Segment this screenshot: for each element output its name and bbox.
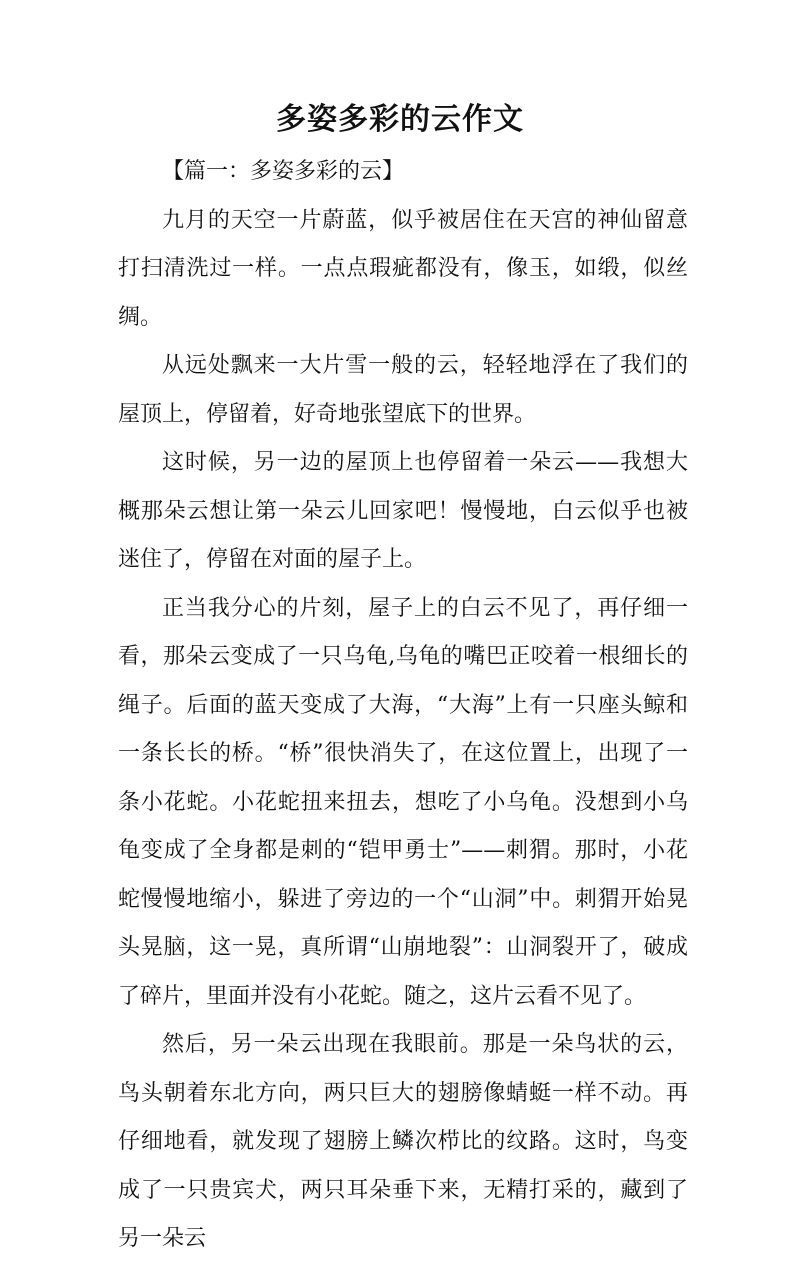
paragraph: 从远处飘来一大片雪一般的云，轻轻地浮在了我们的屋顶上，停留着，好奇地张望底下的世界。 bbox=[118, 353, 688, 427]
document-title: 多姿多彩的云作文 bbox=[276, 102, 524, 137]
paragraph: 正当我分心的片刻，屋子上的白云不见了，再仔细一看，那朵云变成了一只乌龟,乌龟的嘴巴正咬着一根细长的绳子。后面的蓝天变成了大海，“大海”上有一只座头鲸和一条长长的桥。“桥”很快消失了，在这位置上，出现了一条小花蛇。小花蛇扭来扭去，想吃了小乌龟。没想到小乌龟变成了全身都是刺的“铠甲勇士”——刺猬。那时，小花蛇慢慢地缩小，躲进了旁边的一个“山洞”中。刺猬开始晃头晃脑，这一晃，真所谓“山崩地裂”：山洞裂开了，破成了碎片，里面并没有小花蛇。随之，这片云看不见了。 bbox=[118, 595, 688, 1009]
paragraph: 这时候，另一边的屋顶上也停留着一朵云——我想大概那朵云想让第一朵云儿回家吧！慢慢地，白云似乎也被迷住了，停留在对面的屋子上。 bbox=[118, 450, 688, 572]
section-heading: 【篇一：多姿多彩的云】 bbox=[162, 159, 405, 184]
document-body bbox=[118, 148, 688, 1264]
paragraph: 然后，另一朵云出现在我眼前。那是一朵鸟状的云，鸟头朝着东北方向，两只巨大的翅膀像蜻蜓一样不动。再仔细地看，就发现了翅膀上鳞次栉比的纹路。这时，鸟变成了一只贵宾犬，两只耳朵垂下来，无精打采的，藏到了另一朵云 bbox=[118, 1032, 688, 1251]
paragraph: 九月的天空一片蔚蓝，似乎被居住在天宫的神仙留意打扫清洗过一样。一点点瑕疵都没有，像玉，如缎，似丝绸。 bbox=[118, 207, 688, 330]
